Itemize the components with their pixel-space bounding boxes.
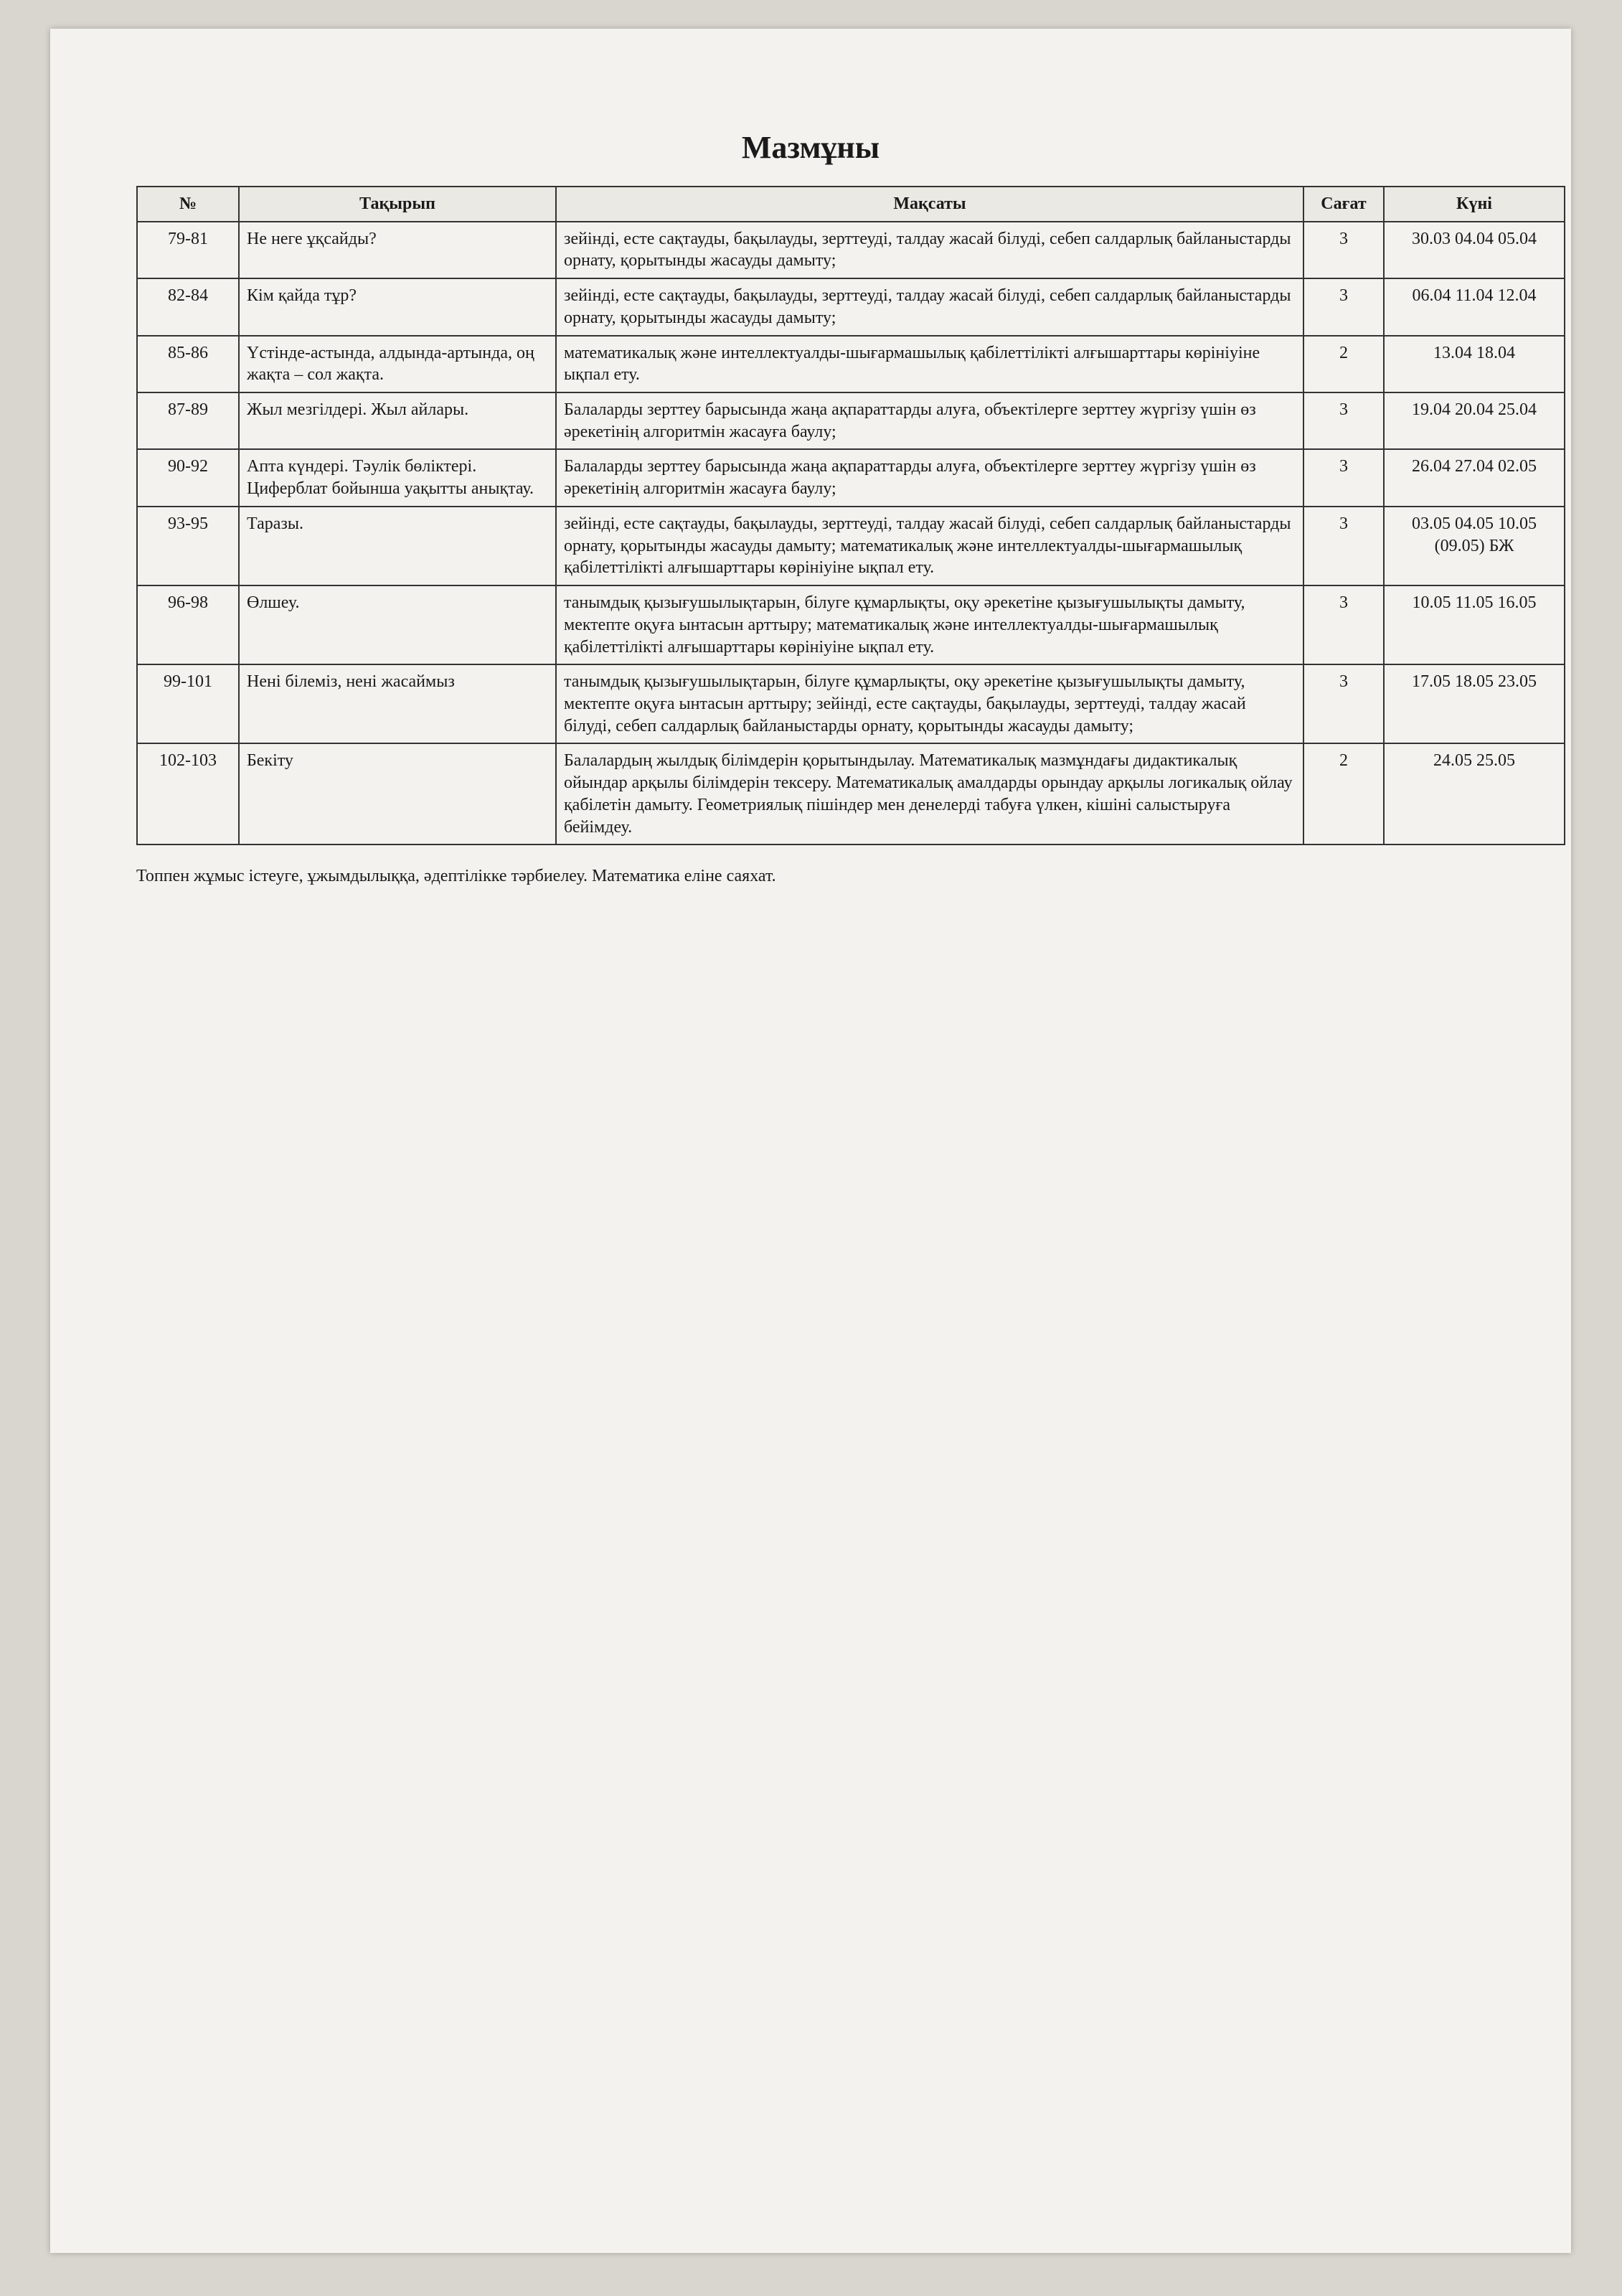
header-num: № (137, 187, 239, 222)
row-goal: танымдық қызығушылықтарын, білуге құмарлықты, оқу әрекетіне қызығушылықты дамыту, мектепте оқуға ынтасын арттыру; зейінді, есте сақтауды, бақылауды, зерттеуді, талдау жасай білуді, себеп салдарлық байланыстарды орнату, қорытынды жасауды дамыту; (556, 664, 1303, 743)
row-num: 102-103 (137, 743, 239, 844)
table-header-row (137, 187, 1565, 222)
row-date: 19.04 20.04 25.04 (1384, 392, 1565, 449)
table-row (137, 664, 1565, 743)
row-num: 96-98 (137, 585, 239, 664)
row-topic: Жыл мезгілдері. Жыл айлары. (239, 392, 556, 449)
row-topic: Не неге ұқсайды? (239, 222, 556, 278)
table-row (137, 585, 1565, 664)
row-goal: Балаларды зерттеу барысында жаңа ақпараттарды алуға, объектілерге зерттеу жүргізу үшін өз әрекетінің алгоритмін жасауға баулу; (556, 449, 1303, 506)
row-num: 99-101 (137, 664, 239, 743)
row-num: 93-95 (137, 507, 239, 585)
table-row (137, 449, 1565, 506)
row-topic: Апта күндері. Тәулік бөліктері. Циферблат бойынша уақытты анықтау. (239, 449, 556, 506)
row-goal: Балаларды зерттеу барысында жаңа ақпараттарды алуға, объектілерге зерттеу жүргізу үшін өз әрекетінің алгоритмін жасауға баулу; (556, 392, 1303, 449)
row-topic: Үстінде-астында, алдында-артында, оң жақта – сол жақта. (239, 336, 556, 392)
row-goal: зейінді, есте сақтауды, бақылауды, зерттеуді, талдау жасай білуді, себеп салдарлық байланыстарды орнату, қорытынды жасауды дамыту; (556, 278, 1303, 335)
row-num: 82-84 (137, 278, 239, 335)
row-topic: Таразы. (239, 507, 556, 585)
page-content (136, 129, 1537, 2196)
header-hours: Сағат (1303, 187, 1384, 222)
header-topic: Тақырып (239, 187, 556, 222)
row-date: 03.05 04.05 10.05 (09.05) БЖ (1384, 507, 1565, 585)
row-goal: танымдық қызығушылықтарын, білуге құмарлықты, оқу әрекетіне қызығушылықты дамыту, мектепте оқуға ынтасын арттыру; математикалық және интеллектуалды-шығармашылық қабілеттілікті алғышарттары көрініуіне ықпал ету. (556, 585, 1303, 664)
row-date: 26.04 27.04 02.05 (1384, 449, 1565, 506)
table-row (137, 507, 1565, 585)
row-date: 06.04 11.04 12.04 (1384, 278, 1565, 335)
page-title: Мазмұны (741, 130, 880, 165)
row-hours: 3 (1303, 585, 1384, 664)
row-num: 90-92 (137, 449, 239, 506)
row-hours: 3 (1303, 278, 1384, 335)
row-num: 87-89 (137, 392, 239, 449)
row-hours: 3 (1303, 664, 1384, 743)
table-row (137, 743, 1565, 844)
row-goal: математикалық және интеллектуалды-шығармашылық қабілеттілікті алғышарттары көрініуіне ықпал ету. (556, 336, 1303, 392)
row-goal: зейінді, есте сақтауды, бақылауды, зерттеуді, талдау жасай білуді, себеп салдарлық байланыстарды орнату, қорытынды жасауды дамыту; (556, 222, 1303, 278)
lesson-table (136, 186, 1565, 845)
row-hours: 3 (1303, 222, 1384, 278)
row-date: 17.05 18.05 23.05 (1384, 664, 1565, 743)
row-goal: Балалардың жылдық білімдерін қорытындылау. Математикалық мазмұндағы дидактикалық ойындар арқылы білімдерін тексеру. Математикалық амалдарды орындау арқылы логикалық ойлау қабілетін дамыту. Геометриялық пішіндер мен денелерді табуға үлкен, кішіні салыстыруға бейімдеу. (556, 743, 1303, 844)
table-row (137, 392, 1565, 449)
table-row (137, 222, 1565, 278)
table-row (137, 278, 1565, 335)
row-goal: зейінді, есте сақтауды, бақылауды, зерттеуді, талдау жасай білуді, себеп салдарлық байланыстарды орнату, қорытынды жасауды дамыту; математикалық және интеллектуалды-шығармашылық қабілеттілікті алғышарттары көрініуіне ықпал ету. (556, 507, 1303, 585)
document-page (50, 29, 1571, 2253)
row-date: 30.03 04.04 05.04 (1384, 222, 1565, 278)
row-num: 85-86 (137, 336, 239, 392)
footer-note: Топпен жұмыс істеуге, ұжымдылыққа, әдептілікке тәрбиелеу. Математика еліне саяхат. (136, 867, 776, 886)
row-hours: 3 (1303, 392, 1384, 449)
row-num: 79-81 (137, 222, 239, 278)
row-hours: 2 (1303, 743, 1384, 844)
table-row (137, 336, 1565, 392)
row-date: 10.05 11.05 16.05 (1384, 585, 1565, 664)
header-goal: Мақсаты (556, 187, 1303, 222)
header-date: Күні (1384, 187, 1565, 222)
row-hours: 2 (1303, 336, 1384, 392)
row-topic: Өлшеу. (239, 585, 556, 664)
row-topic: Бекіту (239, 743, 556, 844)
row-hours: 3 (1303, 449, 1384, 506)
row-topic: Нені білеміз, нені жасаймыз (239, 664, 556, 743)
row-date: 13.04 18.04 (1384, 336, 1565, 392)
row-topic: Кім қайда тұр? (239, 278, 556, 335)
row-hours: 3 (1303, 507, 1384, 585)
row-date: 24.05 25.05 (1384, 743, 1565, 844)
